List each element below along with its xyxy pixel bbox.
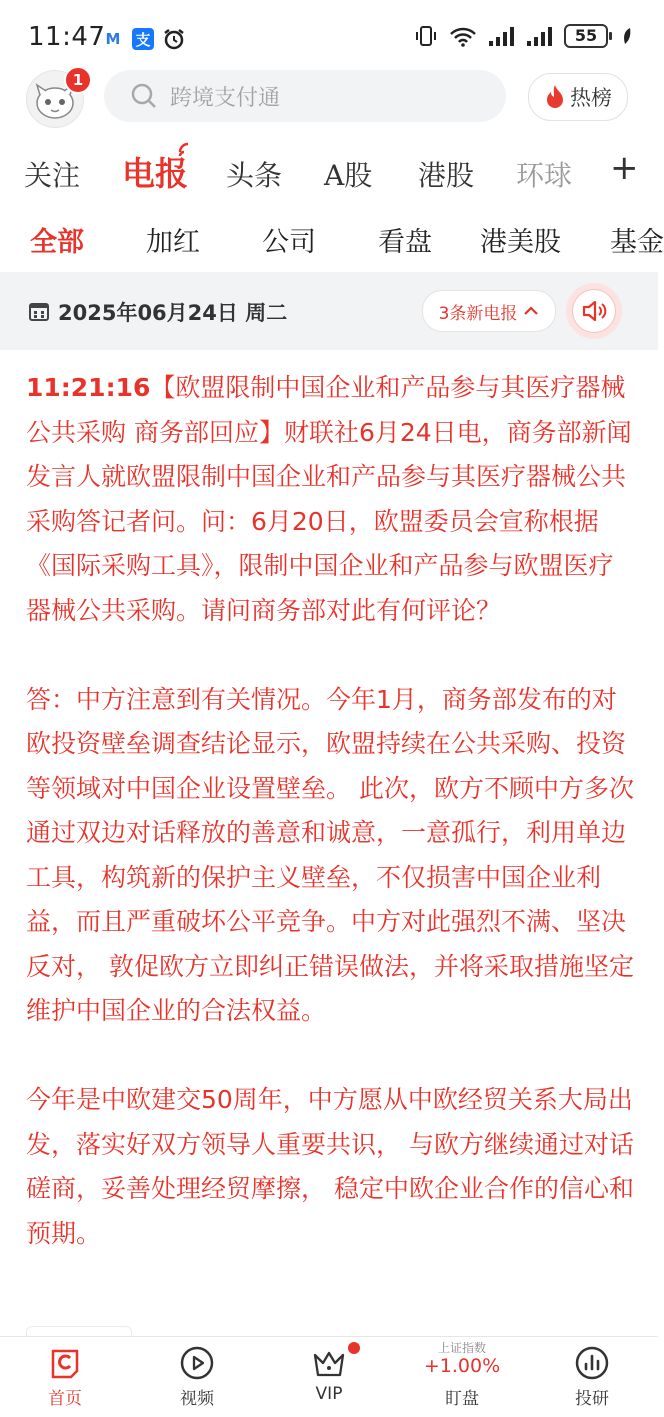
nav-vip-label: VIP <box>315 1384 343 1404</box>
crown-icon <box>311 1345 347 1381</box>
nav-home-label: 首页 <box>48 1389 82 1409</box>
main-tabs <box>0 148 658 202</box>
hot-list-button[interactable] <box>528 73 628 121</box>
signal-icon-1 <box>488 25 516 47</box>
tab-global[interactable]: 环球 <box>516 159 573 192</box>
search-box[interactable] <box>104 70 506 122</box>
signal-icon-2 <box>526 25 554 47</box>
flame-icon <box>544 84 566 110</box>
nav-watch-label: 盯盘 <box>445 1389 479 1409</box>
nav-home[interactable] <box>15 1337 115 1417</box>
alipay-notification-icon: 支 <box>132 28 154 50</box>
tab-headlines[interactable]: 头条 <box>226 159 283 192</box>
nav-watch[interactable] <box>412 1337 512 1417</box>
add-tab-icon[interactable]: + <box>610 148 639 188</box>
leaf-icon <box>622 27 632 45</box>
search-placeholder: 跨境支付通 <box>170 85 281 111</box>
article-paragraph-2: 答：中方注意到有关情况。今年1月，商务部发布的对欧投资壁垒调查结论显示，欧盟持续在公共采购、投资等领域对中国企业设置壁垒。 此次，欧方不顾中方多次通过双边对话释放的善意和诚意，一意孤行，利用单边工具，构筑新的保护主义壁垒，不仅损害中国企业利益，而且严重破坏公平竞争。中方对此强烈不满、坚决反对， 敦促欧方立即纠正错误做法，并将采取措施坚定维护中国企业的合法权益。 <box>26 684 634 1025</box>
nav-video-label: 视频 <box>180 1389 214 1409</box>
article-paragraph-1 <box>26 366 636 633</box>
app-notification-icon: M <box>105 30 121 48</box>
subtab-company[interactable]: 公司 <box>262 227 316 258</box>
play-icon <box>179 1345 215 1381</box>
index-change: +1.00% <box>423 1355 501 1377</box>
status-time: 11:47 <box>28 22 106 52</box>
tab-a-shares[interactable]: A股 <box>324 159 373 192</box>
nav-research[interactable] <box>542 1337 642 1417</box>
research-chart-icon <box>574 1345 610 1381</box>
telegraph-article[interactable] <box>26 366 636 1256</box>
subtab-red[interactable]: 加红 <box>146 227 200 258</box>
speaker-icon <box>581 299 607 323</box>
subtab-fund[interactable]: 基金 <box>610 227 664 258</box>
subtab-market[interactable]: 看盘 <box>378 227 432 258</box>
date-label: 2025年06月24日 周二 <box>58 301 288 325</box>
chevron-up-icon <box>523 305 539 317</box>
home-c-icon <box>47 1345 83 1381</box>
calendar-icon <box>28 300 50 322</box>
wifi-icon <box>448 24 478 48</box>
live-signal-icon <box>178 142 198 162</box>
index-name: 上证指数 <box>437 1341 486 1355</box>
new-telegraph-button[interactable] <box>422 290 556 332</box>
tab-hk-stocks[interactable]: 港股 <box>418 159 475 192</box>
read-aloud-button[interactable] <box>566 283 622 339</box>
nav-video[interactable] <box>147 1337 247 1417</box>
bottom-nav <box>0 1336 658 1417</box>
article-paragraph-3: 今年是中欧建交50周年，中方愿从中欧经贸关系大局出发，落实好双方领导人重要共识， 与欧方继续通过对话磋商，妥善处理经贸摩擦， 稳定中欧企业合作的信心和预期。 <box>26 1085 634 1248</box>
search-icon <box>130 82 158 110</box>
vip-dot-badge <box>348 1342 360 1354</box>
subtab-all[interactable]: 全部 <box>30 227 84 258</box>
hot-list-label: 热榜 <box>570 86 612 110</box>
article-time: 11:21:16 <box>26 373 151 402</box>
status-bar <box>0 0 658 78</box>
battery-level: 55 <box>564 24 608 48</box>
tab-follow[interactable]: 关注 <box>24 159 81 192</box>
status-right-group <box>414 24 632 48</box>
tab-telegraph[interactable]: 电报 <box>122 154 188 193</box>
subtab-hk-us[interactable]: 港美股 <box>480 227 561 258</box>
new-telegraph-label: 3条新电报 <box>438 303 518 324</box>
vibrate-icon <box>414 24 438 48</box>
nav-vip[interactable] <box>279 1337 379 1417</box>
alarm-icon <box>162 27 186 55</box>
nav-research-label: 投研 <box>575 1389 609 1409</box>
notification-badge: 1 <box>64 66 92 94</box>
battery-icon <box>564 24 612 48</box>
article-lead: 【欧盟限制中国企业和产品参与其医疗器械公共采购 商务部回应】财联社6月24日电，商务部新闻发言人就欧盟限制中国企业和产品参与其医疗器械公共采购答记者问。问：6月20日，欧盟委员会宣称根据《国际采购工具》，限制中国企业和产品参与欧盟医疗器械公共采购。请问商务部对此有何评论？ <box>26 373 632 625</box>
